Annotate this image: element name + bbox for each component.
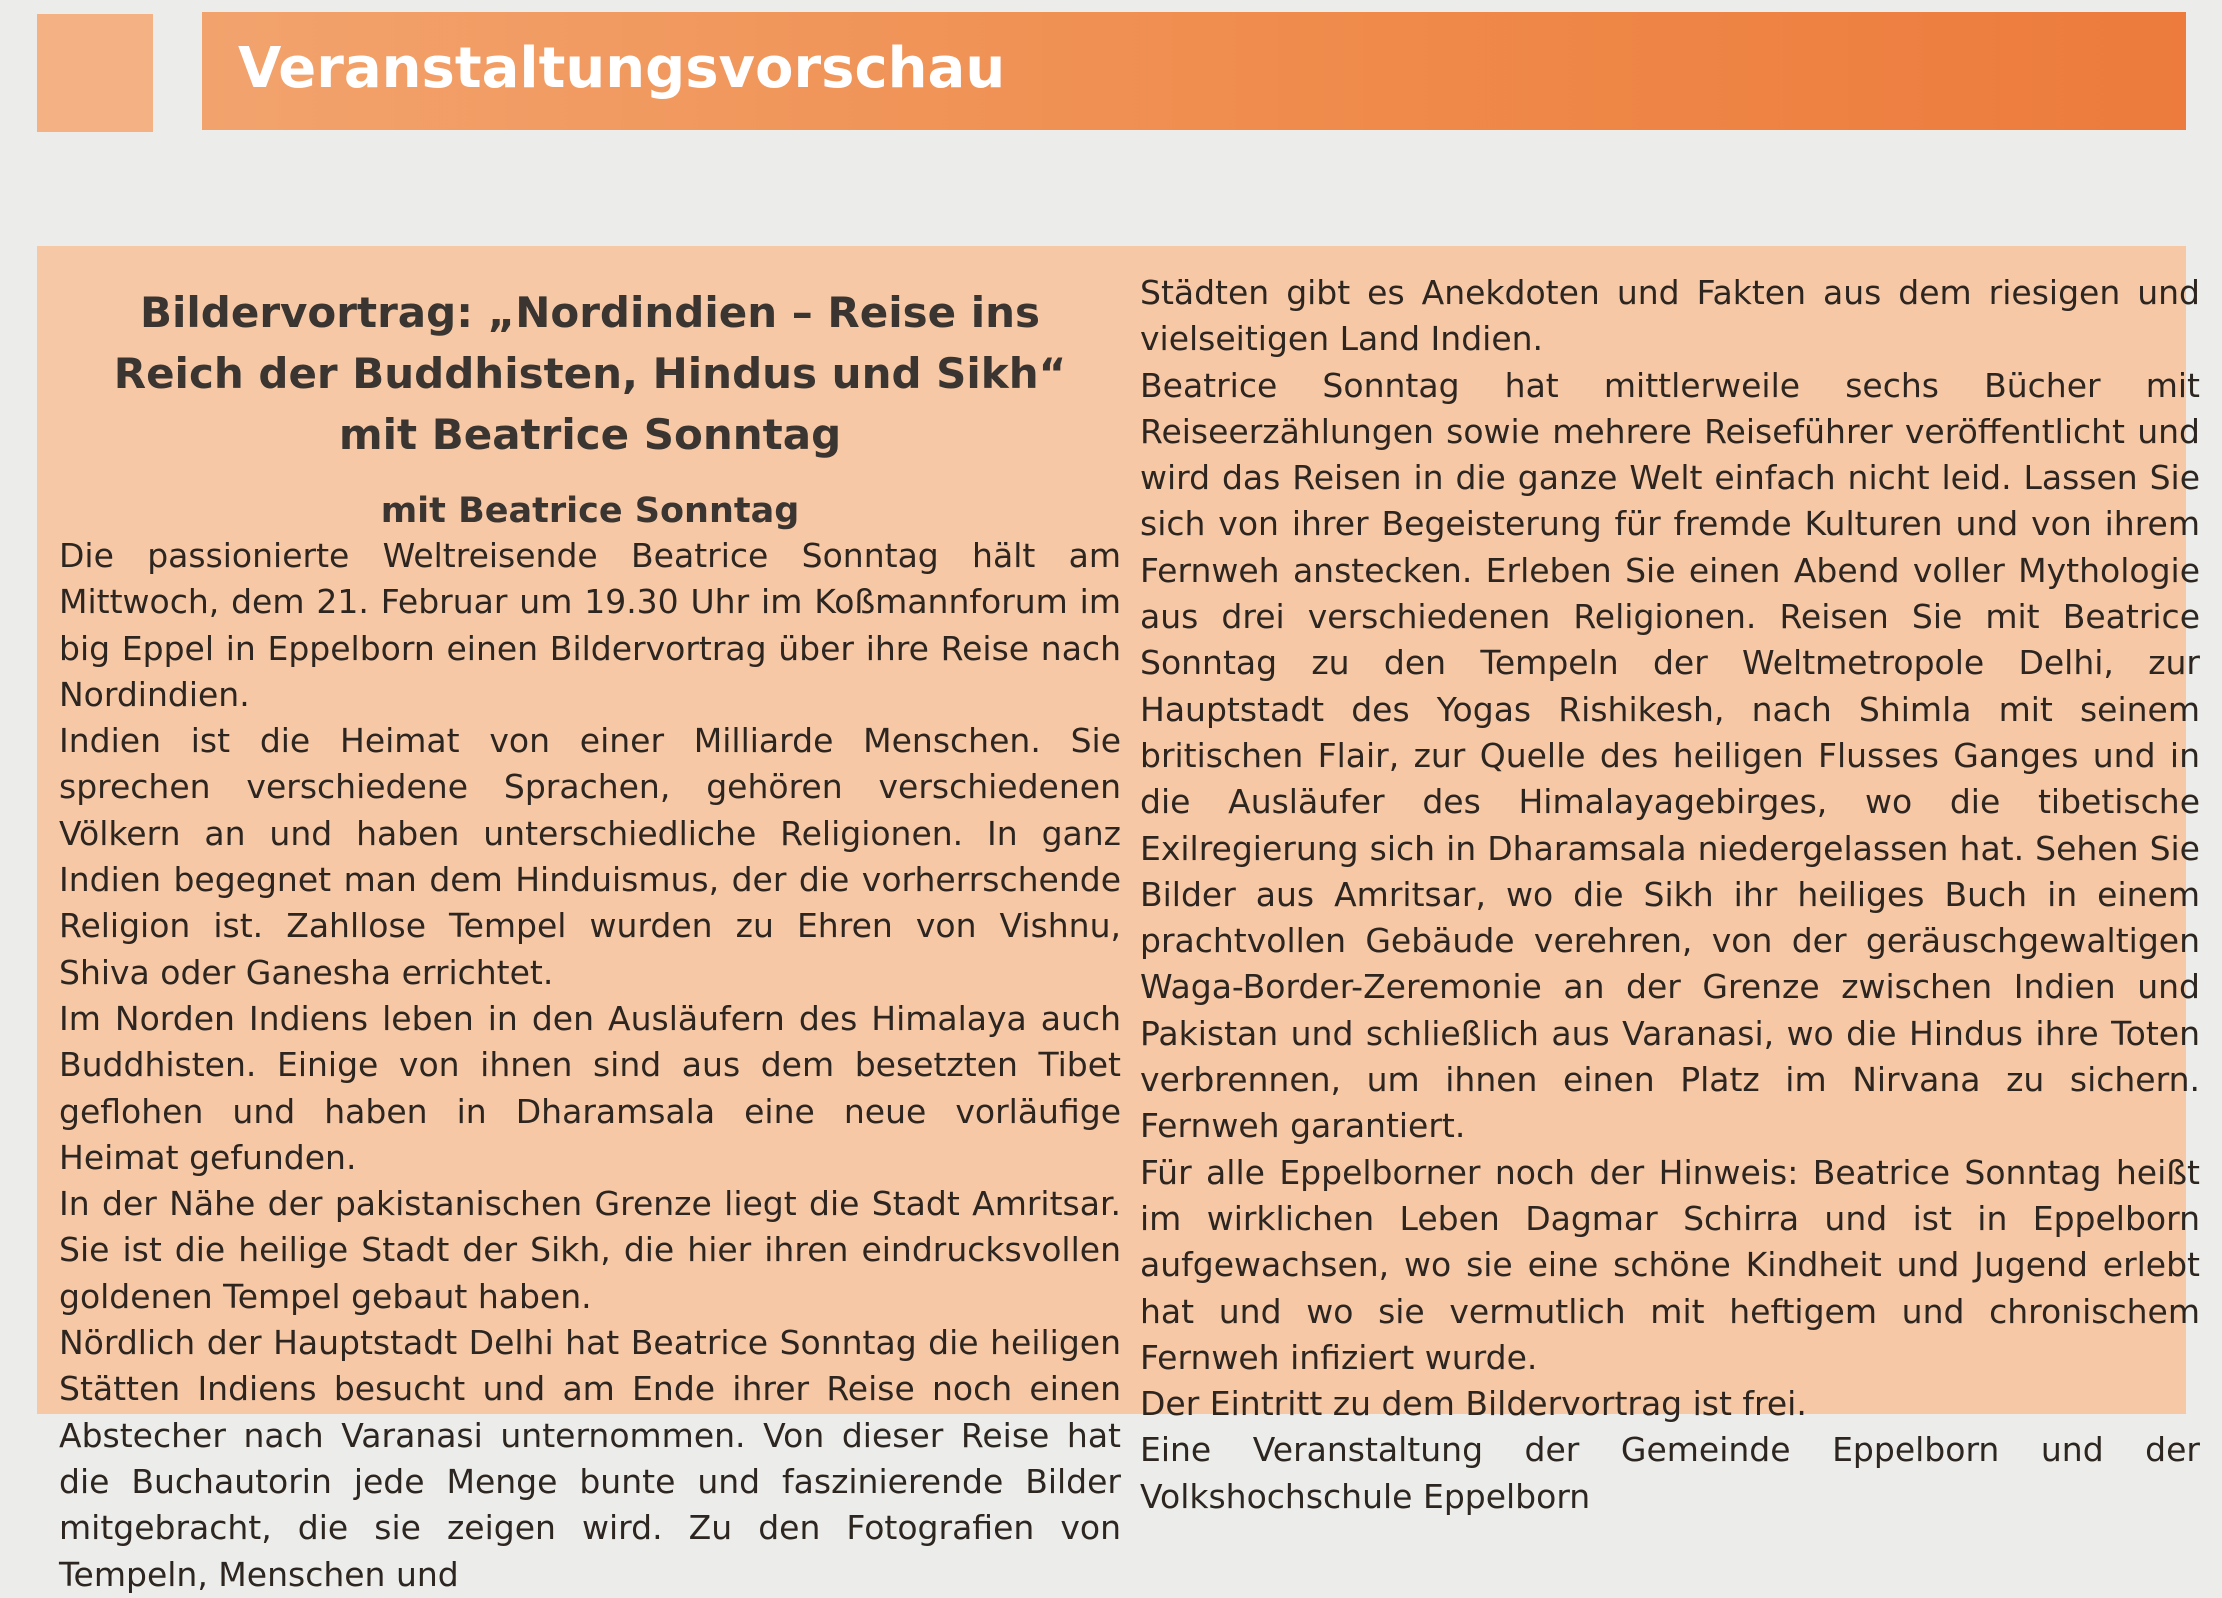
article-subheadline: mit Beatrice Sonntag [380, 491, 800, 531]
article-paragraph: Im Norden Indiens leben in den Ausläufern des Himalaya auch Buddhisten. Einige von ihnen sind aus dem besetzten Tibet geflohen und haben in Dharamsala eine neue vorläufige Heimat gefunden. [59, 998, 1121, 1177]
article-paragraph: Die passionierte Weltreisende Beatrice Sonntag hält am Mittwoch, dem 21. Februar um 19.30 Uhr im Koßmannforum im big Eppel in Eppelborn einen Bildervortrag über ihre Reise nach Nordindien. [59, 536, 1121, 714]
article-column-left [59, 246, 1121, 1598]
article-paragraph: Indien ist die Heimat von einer Milliarde Menschen. Sie sprechen verschiedene Sprachen, gehören verschiedenen Völkern an und haben unterschiedliche Religionen. In ganz Indien begegnet man dem Hinduismus, der die vorherrschende Religion ist. Zahllose Tempel wurden zu Ehren von Vishnu, Shiva oder Ganesha errichtet. [59, 721, 1121, 992]
article-paragraph: Nördlich der Hauptstadt Delhi hat Beatrice Sonntag die heiligen Stätten Indiens besucht und am Ende ihrer Reise noch einen Abstecher nach Varanasi unternommen. Von dieser Reise hat die Buchautorin jede Menge bunte und faszinierende Bilder mitgebracht, die sie zeigen wird. Zu den Fotografien von Tempeln, Menschen und [59, 1323, 1121, 1594]
article-paragraph: In der Nähe der pakistanischen Grenze liegt die Stadt Amritsar. Sie ist die heilige Stadt der Sikh, die hier ihren eindrucksvollen goldenen Tempel gebaut haben. [59, 1184, 1121, 1316]
article-footer-note: Eine Veranstaltung der Gemeinde Eppelborn und der Volkshochschule Eppelborn [1140, 1430, 2200, 1516]
article-panel [37, 246, 2200, 1594]
article-paragraph: Für alle Eppelborner noch der Hinweis: Beatrice Sonntag heißt im wirklichen Leben Dagmar Schirra und ist in Eppelborn aufgewachsen, wo sie eine schöne Kindheit und Jugend erlebt hat und wo sie vermutlich mit heftigem und chronischem Fernweh infiziert wurde. [1140, 1152, 2200, 1377]
article-paragraph: Der Eintritt zu dem Bildervortrag ist frei. [1140, 1384, 1807, 1424]
section-title: Veranstaltungsvorschau [238, 36, 1006, 101]
header-accent-square [37, 14, 153, 132]
article-paragraph: Städten gibt es Anekdoten und Fakten aus dem riesigen und vielseitigen Land Indien. [1140, 273, 2200, 359]
article-paragraph: Beatrice Sonntag hat mittlerweile sechs Bücher mit Reiseerzählungen sowie mehrere Reiseführer veröffentlicht und wird das Reisen in die ganze Welt einfach nicht leid. Lassen Sie sich von ihrer Begeisterung für fremde Kulturen und von ihrem Fernweh anstecken. Erleben Sie einen Abend voller Mythologie aus drei verschiedenen Religionen. Reisen Sie mit Beatrice Sonntag zu den Tempeln der Weltmetropole Delhi, zur Hauptstadt des Yogas Rishikesh, nach Shimla mit seinem britischen Flair, zur Quelle des heiligen Flusses Ganges und in die Ausläufer des Himalayagebirges, wo die tibetische Exilregierung sich in Dharamsala niedergelassen hat. Sehen Sie Bilder aus Amritsar, wo die Sikh ihr heiliges Buch in einem prachtvollen Gebäude verehren, von der geräuschgewaltigen Waga-Border-Zeremonie an der Grenze zwischen Indien und Pakistan und schließlich aus Varanasi, wo die Hindus ihre Toten verbrennen, um ihnen einen Platz im Nirvana zu sichern. Fernweh garantiert. [1140, 365, 2200, 1146]
article-headline: Bildervortrag: „Nordindien – Reise ins Reich der Buddhisten, Hindus und Sikh“ mit Beatrice Sonntag [113, 288, 1067, 459]
article-column-right [1140, 270, 2200, 1520]
